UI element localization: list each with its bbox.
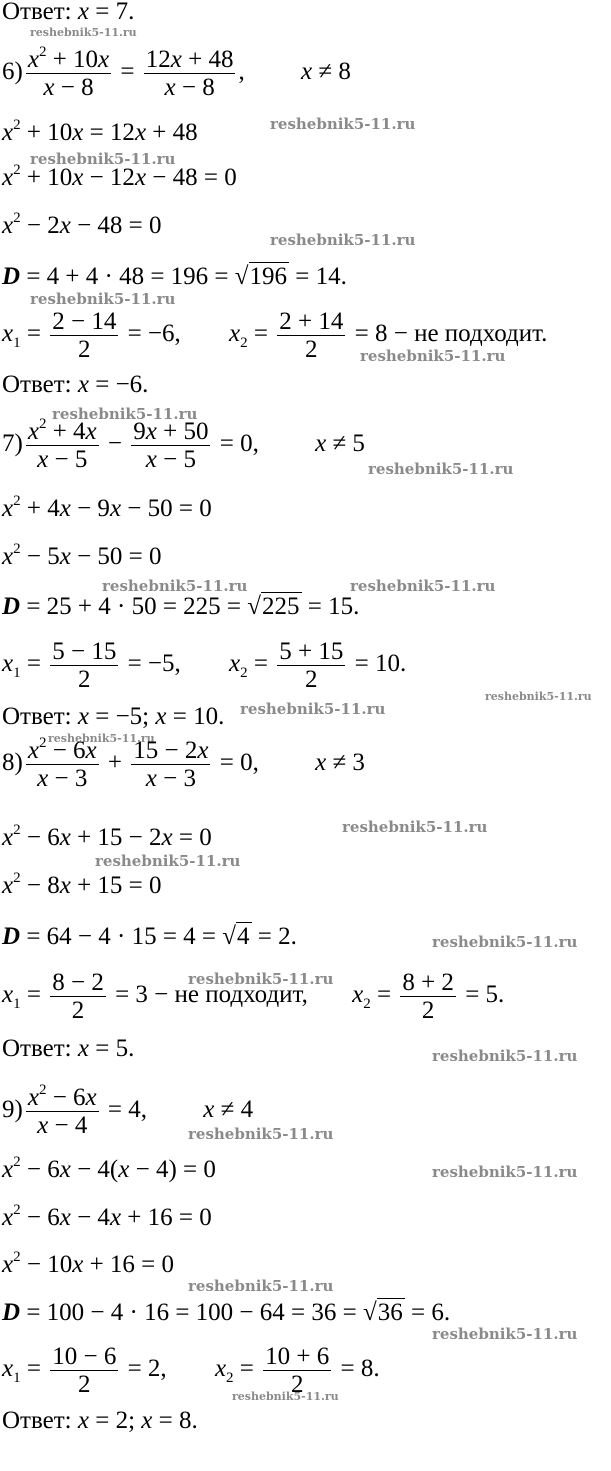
- p6-answer: Ответ: x = −6.: [2, 371, 149, 398]
- fraction: $\frac{2 - 14}{2}$: [52, 308, 117, 363]
- fraction: $\frac{10 + 6}{2}$: [265, 1343, 330, 1398]
- p9-step1: $x^2 - 6x - 4(x - 4) = 0$: [2, 1154, 216, 1183]
- sqrt: √196: [234, 263, 288, 290]
- p8-equation: 8) $\frac{x^2 - 6x}{x - 3}$ + $\frac{15 - 2x}{x - 3}$ = 0, x ≠ 3: [2, 735, 365, 792]
- fraction: $\frac{8 + 2}{2}$: [402, 969, 454, 1024]
- fraction: $\frac{x^2 - 6x}{x - 4}$: [27, 1082, 97, 1139]
- p9-step2: $x^2 - 6x - 4x + 16 = 0$: [2, 1202, 212, 1231]
- fraction: $\frac{2 + 14}{2}$: [279, 308, 344, 363]
- p8-discriminant: D = 64 − 4 · 15 = 4 = √4 = 2.: [2, 923, 297, 950]
- watermark: reshebnik5-11.ru: [270, 115, 416, 133]
- fraction: $\frac{8 - 2}{2}$: [52, 969, 104, 1024]
- fraction: $\frac{x^2 + 4x}{x - 5}$: [27, 416, 97, 473]
- watermark: reshebnik5-11.ru: [188, 970, 334, 988]
- watermark: reshebnik5-11.ru: [188, 1125, 334, 1143]
- sqrt: √36: [362, 1299, 403, 1326]
- fraction: $\frac{x^2 - 6x}{x - 3}$: [27, 735, 97, 792]
- p6-step1: $x^2 + 10x = 12x + 48$: [2, 117, 198, 146]
- fraction: $\frac{9x + 50}{x - 5}$: [133, 418, 209, 473]
- watermark: reshebnik5-11.ru: [432, 1325, 578, 1343]
- p9-answer: Ответ: x = 2; x = 8.: [2, 1407, 198, 1434]
- watermark: reshebnik5-11.ru: [30, 150, 176, 168]
- fraction: $\frac{x^2 + 10x}{x - 8}$: [27, 44, 110, 101]
- p7-discriminant: D = 25 + 4 · 50 = 225 = √225 = 15.: [2, 593, 360, 620]
- watermark: reshebnik5-11.ru: [95, 852, 241, 870]
- p8-answer: Ответ: x = 5.: [2, 1035, 135, 1062]
- p9-step3: $x^2 - 10x + 16 = 0$: [2, 1249, 175, 1278]
- fraction: $\frac{5 - 15}{2}$: [52, 638, 117, 693]
- p6-equation: 6) $\frac{x^2 + 10x}{x - 8}$ = $\frac{12x + 48}{x - 8}$ , x ≠ 8: [2, 44, 351, 101]
- p9-discriminant: D = 100 − 4 · 16 = 100 − 64 = 36 = √36 = 6.: [2, 1299, 451, 1326]
- fraction: $\frac{15 - 2x}{x - 3}$: [133, 737, 209, 792]
- watermark: reshebnik5-11.ru: [350, 577, 496, 595]
- watermark: reshebnik5-11.ru: [432, 1163, 578, 1181]
- p6-discriminant: D = 4 + 4 · 48 = 196 = √196 = 14.: [2, 263, 347, 290]
- watermark: reshebnik5-11.ru: [188, 1277, 334, 1295]
- p9-condition: x ≠ 4: [203, 1096, 254, 1124]
- p9-equation: 9) $\frac{x^2 - 6x}{x - 4}$ = 4, x ≠ 4: [2, 1082, 254, 1139]
- p6-condition: x ≠ 8: [300, 58, 351, 86]
- watermark: reshebnik5-11.ru: [342, 818, 488, 836]
- p8-condition: x ≠ 3: [315, 749, 365, 777]
- watermark: reshebnik5-11.ru: [102, 577, 248, 595]
- p8-step2: $x^2 - 8x + 15 = 0$: [2, 870, 162, 899]
- watermark: reshebnik5-11.ru: [30, 26, 137, 39]
- watermark: reshebnik5-11.ru: [48, 732, 155, 745]
- p7-roots: $x_1$ = $\frac{5 - 15}{2}$ = −5, $x_2$ = $\frac{5 + 15}{2}$ = 10.: [2, 638, 407, 693]
- p5-answer: Ответ: x = 7.: [2, 0, 135, 25]
- watermark: reshebnik5-11.ru: [52, 405, 198, 423]
- fraction: $\frac{5 + 15}{2}$: [279, 638, 344, 693]
- sqrt: √4: [222, 923, 250, 950]
- p7-step1: $x^2 + 4x - 9x - 50 = 0$: [2, 493, 212, 522]
- watermark: reshebnik5-11.ru: [240, 700, 386, 718]
- watermark: reshebnik5-11.ru: [432, 933, 578, 951]
- fraction: $\frac{12x + 48}{x - 8}$: [145, 46, 234, 101]
- p7-equation: 7) $\frac{x^2 + 4x}{x - 5}$ − $\frac{9x + 50}{x - 5}$ = 0, x ≠ 5: [2, 416, 365, 473]
- p7-step2: $x^2 - 5x - 50 = 0$: [2, 541, 162, 570]
- watermark: reshebnik5-11.ru: [232, 1390, 339, 1403]
- watermark: reshebnik5-11.ru: [30, 290, 176, 308]
- p8-roots: $x_1$ = $\frac{8 - 2}{2}$ = 3 − не подходит, $x_2$ = $\frac{8 + 2}{2}$ = 5.: [2, 969, 505, 1024]
- watermark: reshebnik5-11.ru: [368, 460, 514, 478]
- p6-step2: $x^2 + 10x - 12x - 48 = 0$: [2, 162, 237, 191]
- p7-answer: Ответ: x = −5; x = 10.: [2, 703, 225, 730]
- p7-condition: x ≠ 5: [315, 430, 365, 458]
- p9-roots: $x_1$ = $\frac{10 - 6}{2}$ = 2, $x_2$ = $\frac{10 + 6}{2}$ = 8.: [2, 1343, 380, 1398]
- watermark: reshebnik5-11.ru: [485, 690, 592, 703]
- watermark: reshebnik5-11.ru: [270, 231, 416, 249]
- sqrt: √225: [247, 593, 300, 620]
- p6-step3: $x^2 - 2x - 48 = 0$: [2, 210, 162, 239]
- p6-roots: $x_1$ = $\frac{2 - 14}{2}$ = −6, $x_2$ = $\frac{2 + 14}{2}$ = 8 − не подходит.: [2, 308, 548, 363]
- p8-step1: $x^2 - 6x + 15 - 2x = 0$: [2, 822, 212, 851]
- watermark: reshebnik5-11.ru: [432, 1047, 578, 1065]
- watermark: reshebnik5-11.ru: [360, 347, 506, 365]
- fraction: $\frac{10 - 6}{2}$: [52, 1343, 117, 1398]
